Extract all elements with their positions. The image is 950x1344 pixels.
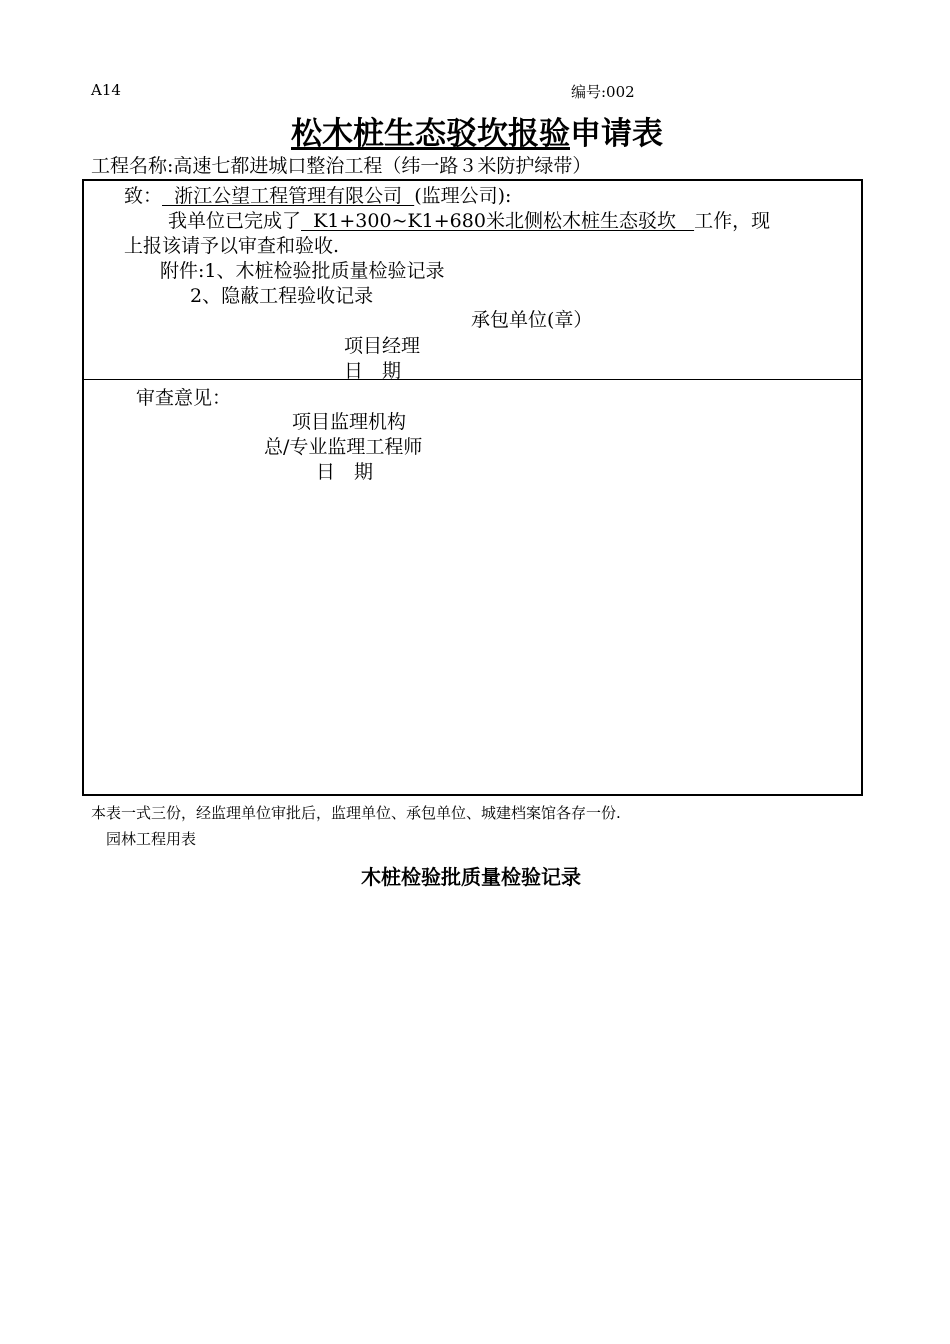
usage-note: 园林工程用表 <box>106 830 197 848</box>
review-opinion-label: 审查意见： <box>136 387 232 409</box>
supervision-engineer-label: 总/专业监理工程师 <box>264 436 423 458</box>
form-number: 编号:002 <box>571 83 635 101</box>
section-divider <box>82 379 863 380</box>
page-title-rest: 申请表 <box>570 116 663 152</box>
supervision-company: 浙江公望工程管理有限公司 <box>162 185 415 207</box>
distribution-note: 本表一式三份，经监理单位审批后，监理单位、承包单位、城建档案馆各存一份. <box>91 804 621 822</box>
contractor-seal-label: 承包单位(章） <box>471 309 593 331</box>
addressee-prefix: 致： <box>124 185 163 207</box>
addressee-line <box>124 181 511 208</box>
application-date-label: 日 期 <box>344 360 402 382</box>
next-section-title: 木桩检验批质量检验记录 <box>361 865 581 889</box>
page-title <box>291 108 663 153</box>
supervision-org-label: 项目监理机构 <box>292 411 407 433</box>
completed-work: K1+300~K1+680米北侧松木桩生态驳坎 <box>301 210 695 232</box>
completion-prefix: 我单位已完成了 <box>168 210 302 232</box>
review-date-label: 日 期 <box>316 461 374 483</box>
completion-line <box>168 206 770 233</box>
addressee-suffix: (监理公司): <box>414 185 512 207</box>
request-line: 上报该请予以审查和验收. <box>124 235 340 257</box>
form-code: A14 <box>91 81 121 99</box>
attachment-2: 2、隐蔽工程验收记录 <box>190 285 374 307</box>
project-manager-label: 项目经理 <box>344 335 421 357</box>
completion-suffix: 工作，现 <box>694 210 771 232</box>
page-title-underlined: 松木桩生态驳坎报验 <box>291 116 570 152</box>
attachment-1: 附件:1、木桩检验批质量检验记录 <box>160 260 445 282</box>
project-name: 工程名称:高速七都进城口整治工程（纬一路３米防护绿带） <box>91 155 592 177</box>
